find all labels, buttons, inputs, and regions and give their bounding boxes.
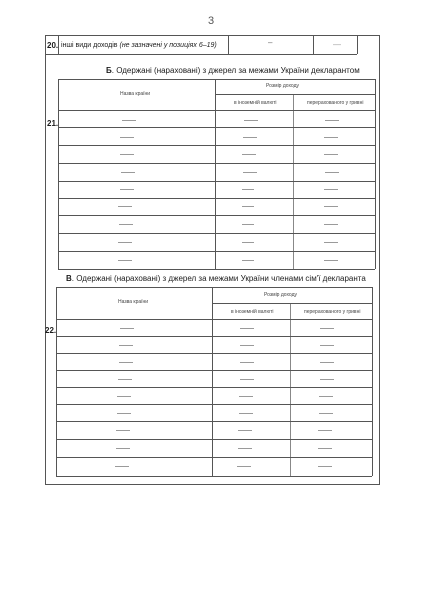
blank-dash-mark xyxy=(242,189,254,190)
blank-dash-mark xyxy=(115,466,129,467)
section-v-col-foreign: в іноземній валюті xyxy=(231,309,274,315)
section-b-col-country: Назва країни xyxy=(120,91,151,97)
section-v-table-top xyxy=(56,287,372,288)
blank-dash-mark xyxy=(120,137,134,138)
section-b-title xyxy=(106,66,360,75)
blank-dash-mark xyxy=(242,260,254,261)
section-v-row-line xyxy=(56,404,372,405)
blank-dash-mark xyxy=(118,206,132,207)
blank-dash-mark xyxy=(119,224,133,225)
blank-dash-mark xyxy=(116,448,130,449)
blank-dash-mark xyxy=(324,189,338,190)
row-20-label-plain: інші види доходів xyxy=(61,42,118,49)
blank-dash-mark xyxy=(122,120,136,121)
section-v-col-amount: Розмір доходу xyxy=(264,292,298,298)
row-20-right-border xyxy=(357,35,358,54)
section-v-col-uah: перерахованого у гривні xyxy=(304,309,361,315)
section-b-row-line xyxy=(58,163,375,164)
blank-dash-mark xyxy=(242,242,254,243)
blank-dash-mark xyxy=(120,328,134,329)
section-v-row-line xyxy=(56,353,372,354)
row-20-value-uah: — xyxy=(333,40,341,49)
section-v-table-right xyxy=(372,287,373,476)
blank-dash-mark xyxy=(120,154,134,155)
blank-dash-mark xyxy=(121,172,135,173)
row-20-value-foreign: – xyxy=(268,38,273,47)
section-v-row-line xyxy=(56,439,372,440)
blank-dash-mark xyxy=(239,413,253,414)
row-20-col-divider-2 xyxy=(313,35,314,54)
section-v-title-text: . Одержані (нараховані) з джерел за межами України членами сім'ї декларанта xyxy=(71,274,366,283)
section-v-row-line xyxy=(56,336,372,337)
blank-dash-mark xyxy=(116,430,130,431)
section-b-row-line xyxy=(58,215,375,216)
blank-dash-mark xyxy=(324,224,338,225)
row-20-label-italic: (не зазначені у позиціях 6–19) xyxy=(119,42,217,49)
section-b-title-text: . Одержані (нараховані) з джерел за межами України декларантом xyxy=(111,66,360,75)
section-b-col-divider-country xyxy=(215,79,216,269)
blank-dash-mark xyxy=(117,396,131,397)
section-v-col-divider-amount xyxy=(290,303,291,476)
blank-dash-mark xyxy=(238,430,252,431)
section-v-subheader-line xyxy=(212,303,372,304)
section-b-row-line xyxy=(58,233,375,234)
section-v-col-country: Назва країни xyxy=(118,299,149,305)
blank-dash-mark xyxy=(240,362,254,363)
blank-dash-mark xyxy=(118,242,132,243)
section-v-table-left xyxy=(56,287,57,476)
section-v-header-bottom xyxy=(56,319,372,320)
section-v-row-line xyxy=(56,387,372,388)
blank-dash-mark xyxy=(244,120,258,121)
section-v-table-bottom xyxy=(56,476,372,477)
blank-dash-mark xyxy=(325,172,339,173)
section-b-letter: Б xyxy=(106,66,112,75)
section-b-table-right xyxy=(375,79,376,269)
blank-dash-mark xyxy=(243,137,257,138)
blank-dash-mark xyxy=(118,260,132,261)
row-20-col-divider-1 xyxy=(228,35,229,54)
section-b-subheader-line xyxy=(215,94,375,95)
section-b-row-line xyxy=(58,127,375,128)
section-b-col-amount: Розмір доходу xyxy=(266,83,300,89)
blank-dash-mark xyxy=(119,345,133,346)
blank-dash-mark xyxy=(239,396,253,397)
blank-dash-mark xyxy=(120,189,134,190)
section-v-row-line xyxy=(56,457,372,458)
section-b-row-line xyxy=(58,251,375,252)
blank-dash-mark xyxy=(324,206,338,207)
section-v-title xyxy=(66,274,366,283)
blank-dash-mark xyxy=(242,206,254,207)
blank-dash-mark xyxy=(117,413,131,414)
section-v-col-divider-country xyxy=(212,287,213,476)
blank-dash-mark xyxy=(319,396,333,397)
blank-dash-mark xyxy=(320,328,334,329)
blank-dash-mark xyxy=(324,260,338,261)
blank-dash-mark xyxy=(240,328,254,329)
blank-dash-mark xyxy=(325,120,339,121)
blank-dash-mark xyxy=(320,379,334,380)
section-v-row-line xyxy=(56,370,372,371)
blank-dash-mark xyxy=(240,345,254,346)
blank-dash-mark xyxy=(243,172,257,173)
row-20-top-border xyxy=(45,35,357,36)
section-b-row-line xyxy=(58,181,375,182)
blank-dash-mark xyxy=(240,379,254,380)
section-b-header-bottom xyxy=(58,110,375,111)
blank-dash-mark xyxy=(324,242,338,243)
blank-dash-mark xyxy=(320,362,334,363)
section-v-row-line xyxy=(56,421,372,422)
blank-dash-mark xyxy=(242,224,254,225)
row-20-label xyxy=(61,42,217,49)
section-b-table-left xyxy=(58,79,59,269)
section-b-col-uah: перерахованого у гривні xyxy=(307,100,364,106)
blank-dash-mark xyxy=(320,345,334,346)
section-b-col-foreign: в іноземній валюті xyxy=(234,100,277,106)
blank-dash-mark xyxy=(237,466,251,467)
section-v-letter: В xyxy=(66,274,72,283)
row-20-number: 20. xyxy=(47,41,59,50)
row-20-number-divider xyxy=(58,35,59,54)
blank-dash-mark xyxy=(318,448,332,449)
page-number: 3 xyxy=(208,15,215,27)
section-b-table-bottom xyxy=(58,269,375,270)
blank-dash-mark xyxy=(238,448,252,449)
section-b-row-number: 21. xyxy=(47,119,59,128)
row-20-bottom-border xyxy=(45,54,357,55)
blank-dash-mark xyxy=(319,413,333,414)
blank-dash-mark xyxy=(318,466,332,467)
section-v-row-number: 22. xyxy=(45,326,57,335)
blank-dash-mark xyxy=(324,154,338,155)
blank-dash-mark xyxy=(118,379,132,380)
blank-dash-mark xyxy=(324,137,338,138)
blank-dash-mark xyxy=(318,430,332,431)
section-b-table-top xyxy=(58,79,375,80)
blank-dash-mark xyxy=(119,362,133,363)
blank-dash-mark xyxy=(242,154,256,155)
section-b-row-line xyxy=(58,198,375,199)
section-b-row-line xyxy=(58,145,375,146)
